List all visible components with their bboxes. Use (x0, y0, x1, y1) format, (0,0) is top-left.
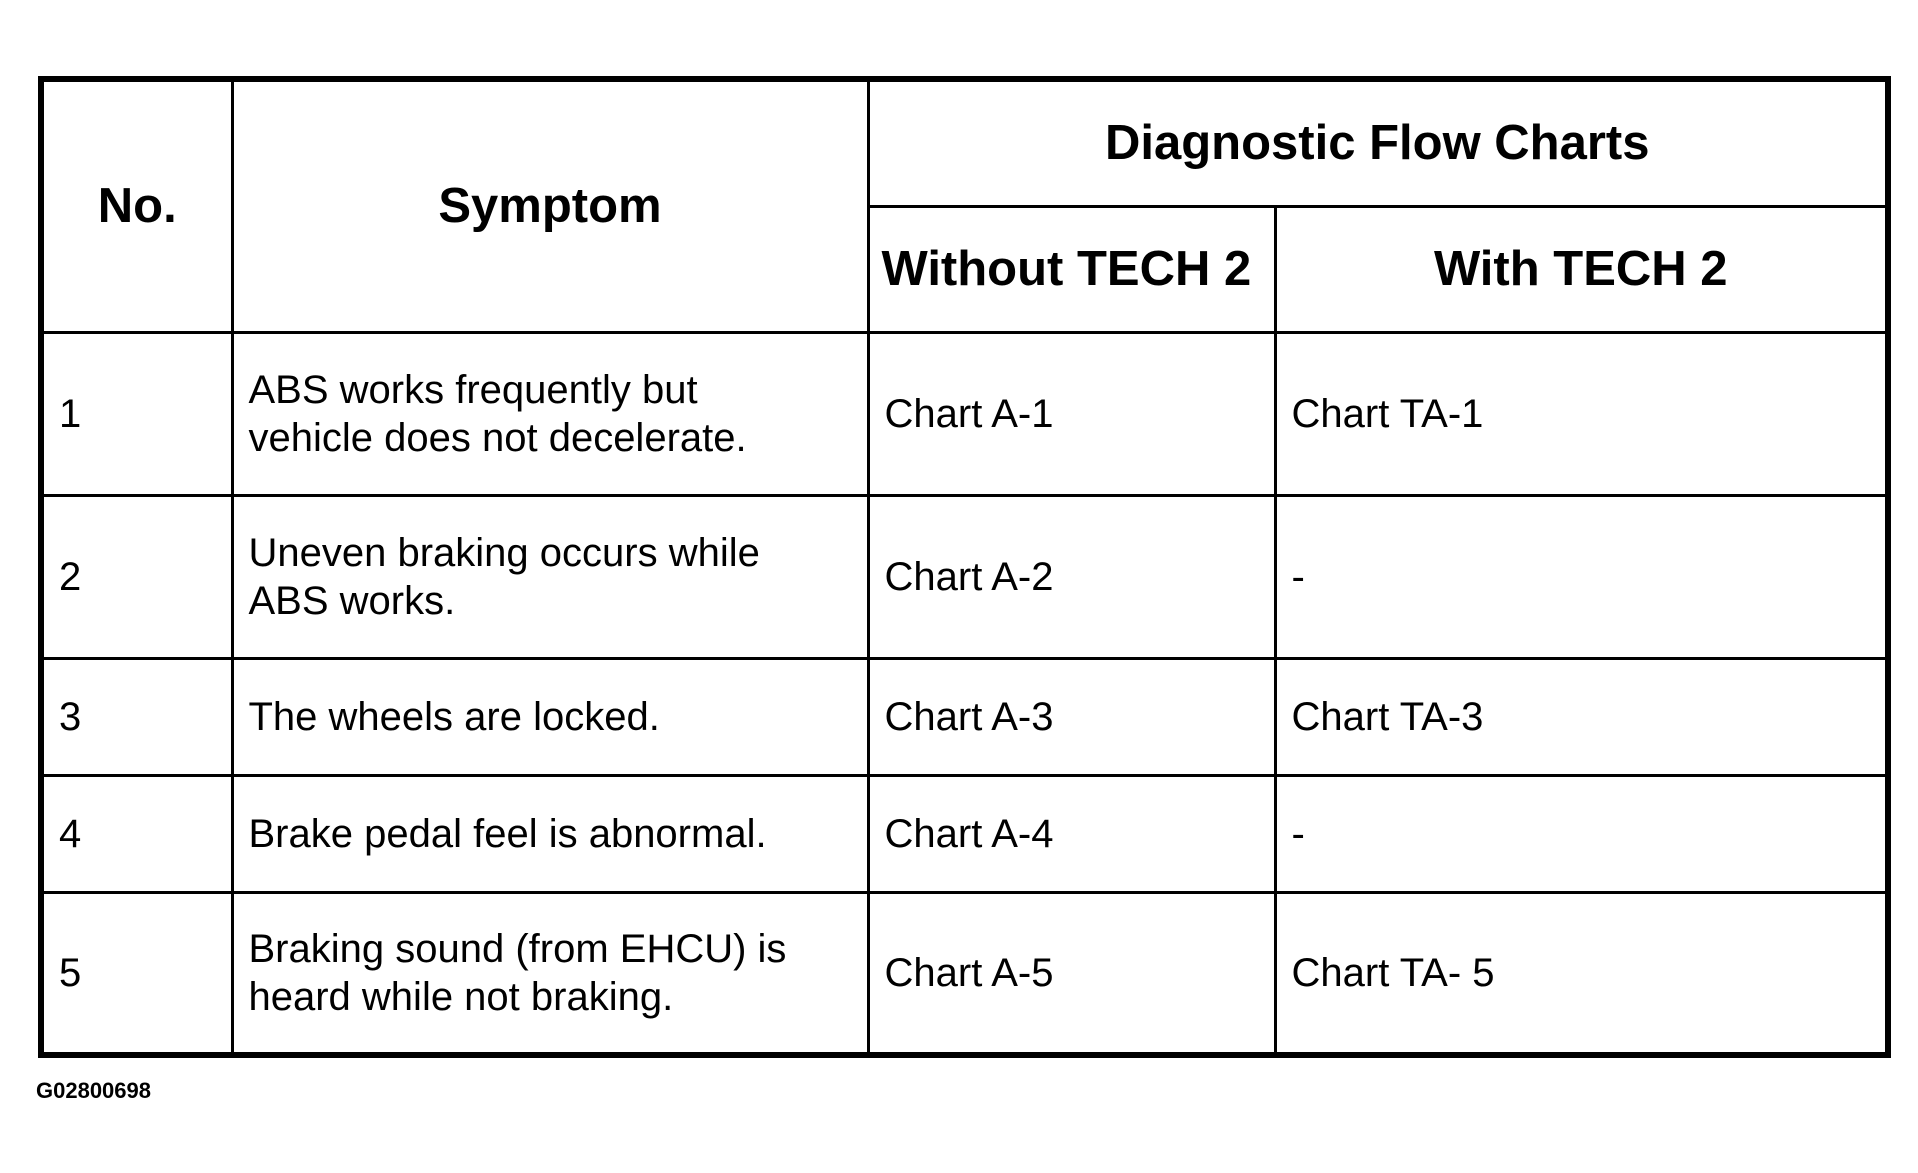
table-row (41, 495, 1888, 658)
symptom-line: vehicle does not decelerate. (248, 415, 747, 460)
row-without-tech2: Chart A-5 (868, 892, 1275, 1055)
symptom-line: ABS works frequently but (248, 367, 698, 412)
row-symptom (232, 892, 868, 1055)
row-without-tech2: Chart A-1 (868, 332, 1275, 495)
header-with-tech2: With TECH 2 (1275, 206, 1888, 332)
diagnostic-table (38, 76, 1891, 1058)
row-symptom (232, 658, 868, 775)
row-symptom (232, 495, 868, 658)
symptom-line: heard while not braking. (248, 974, 674, 1019)
header-no: No. (41, 79, 232, 332)
symptom-line: Braking sound (from EHCU) is (248, 926, 787, 971)
row-number: 1 (41, 332, 232, 495)
row-symptom (232, 775, 868, 892)
table-row (41, 775, 1888, 892)
symptom-line: Brake pedal feel is abnormal. (248, 811, 767, 856)
diagnostic-table-container (38, 76, 1885, 1055)
table-row (41, 658, 1888, 775)
table-row (41, 892, 1888, 1055)
row-with-tech2: - (1275, 495, 1888, 658)
row-without-tech2: Chart A-4 (868, 775, 1275, 892)
row-number: 2 (41, 495, 232, 658)
figure-id: G02800698 (36, 1078, 151, 1103)
row-number: 4 (41, 775, 232, 892)
symptom-line: Uneven braking occurs while (248, 530, 760, 575)
header-without-tech2: Without TECH 2 (868, 206, 1275, 332)
row-with-tech2: Chart TA-3 (1275, 658, 1888, 775)
row-without-tech2: Chart A-2 (868, 495, 1275, 658)
row-number: 3 (41, 658, 232, 775)
table-row (41, 332, 1888, 495)
symptom-line: ABS works. (248, 578, 456, 623)
header-diagnostic-flow-charts: Diagnostic Flow Charts (868, 79, 1888, 206)
symptom-line: The wheels are locked. (248, 694, 660, 739)
row-with-tech2: Chart TA- 5 (1275, 892, 1888, 1055)
row-without-tech2: Chart A-3 (868, 658, 1275, 775)
row-symptom (232, 332, 868, 495)
row-with-tech2: Chart TA-1 (1275, 332, 1888, 495)
header-symptom: Symptom (232, 79, 868, 332)
row-with-tech2: - (1275, 775, 1888, 892)
row-number: 5 (41, 892, 232, 1055)
